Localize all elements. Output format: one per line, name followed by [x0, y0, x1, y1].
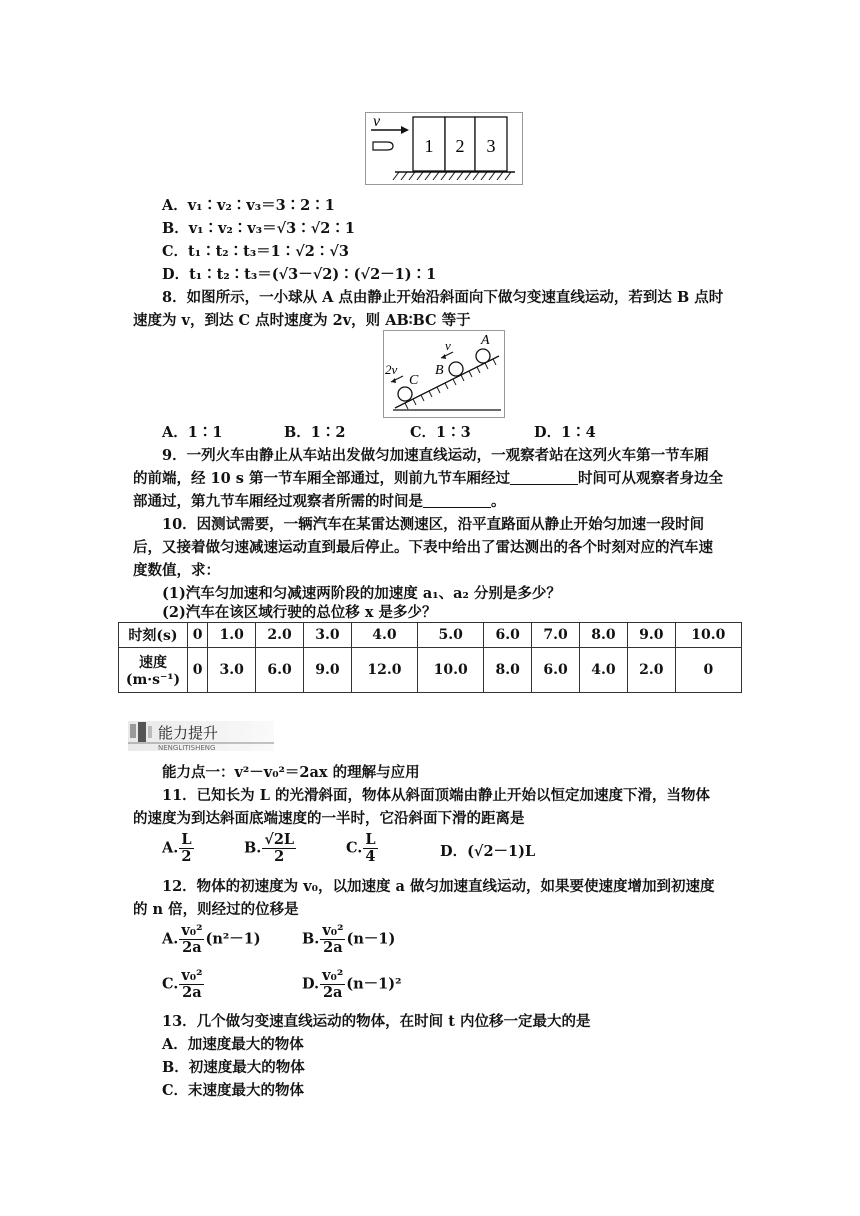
- table-cell-speed: 0: [675, 648, 741, 693]
- q12-option-c: C. $\frac{\text{v₀²}}{2a}$: [162, 967, 203, 1001]
- table-cell-speed: 10.0: [418, 648, 484, 693]
- section-banner: [128, 721, 274, 751]
- table-cell-speed: 2.0: [627, 648, 675, 693]
- q11-line-2: 的速度为到达斜面底端速度的一半时，它沿斜面下滑的距离是: [133, 810, 525, 827]
- v-label: v: [445, 338, 451, 353]
- table-cell-time: 4.0: [351, 623, 417, 648]
- q13-option-a: A．加速度最大的物体: [162, 1036, 304, 1053]
- q13-line-1: 13．几个做匀变速直线运动的物体，在时间 t 内位移一定最大的是: [162, 1013, 591, 1030]
- table-cell-time: 2.0: [256, 623, 304, 648]
- q11-options: [162, 832, 772, 872]
- table-cell-time: 6.0: [484, 623, 532, 648]
- table-cell-time: 8.0: [580, 623, 628, 648]
- table-cell-speed: 6.0: [256, 648, 304, 693]
- speed-table: [118, 622, 742, 693]
- answer-blank-1: [510, 470, 578, 485]
- q10-sub-1: (1)汽车匀加速和匀减速两阶段的加速度 a₁、a₂ 分别是多少？: [162, 585, 561, 602]
- q13-option-b: B．初速度最大的物体: [162, 1059, 305, 1076]
- table-cell-time: 5.0: [418, 623, 484, 648]
- table-cell-time: 7.0: [532, 623, 580, 648]
- q7-option-c: C．t₁∶t₂∶t₃＝1∶√2∶√3: [162, 243, 350, 260]
- q12-options-row-1: [162, 923, 772, 963]
- q11-line-1: 11．已知长为 L 的光滑斜面，物体从斜面顶端由静止开始以恒定加速度下滑，当物体: [162, 787, 710, 804]
- point-a-label: A: [481, 333, 490, 348]
- q12-line-2: 的 n 倍，则经过的位移是: [133, 901, 299, 918]
- table-cell-speed: 9.0: [303, 648, 351, 693]
- q10-sub-2: (2)汽车在该区域行驶的总位移 x 是多少？: [162, 604, 437, 621]
- blocks-figure: [365, 112, 523, 186]
- q8-line-2: 速度为 v，到达 C 点时速度为 2v，则 AB∶BC 等于: [133, 312, 471, 329]
- q9-line-1: 9．一列火车由静止从车站出发做匀加速直线运动，一观察者站在这列火车第一节车厢: [162, 447, 709, 464]
- q12-line-1: 12．物体的初速度为 v₀，以加速度 a 做匀加速直线运动，如果要使速度增加到初速度: [162, 878, 715, 895]
- table-cell-time: 0: [188, 623, 208, 648]
- q11-option-c: C. $\frac{L}{4}$: [346, 831, 376, 865]
- q8-option-d: D．1∶4: [534, 424, 596, 441]
- q7-option-a: A．v₁∶v₂∶v₃＝3∶2∶1: [162, 197, 335, 214]
- table-row: [119, 648, 742, 693]
- q12-option-d: D. $\frac{\text{v₀²}}{2a}$ (n－1)²: [302, 967, 402, 1001]
- table-cell-time: 1.0: [208, 623, 256, 648]
- table-cell-speed: 8.0: [484, 648, 532, 693]
- banner-pinyin: NENGLITISHENG: [158, 744, 216, 751]
- table-cell-time: 9.0: [627, 623, 675, 648]
- table-cell-speed: 12.0: [351, 648, 417, 693]
- table-cell-time: 3.0: [303, 623, 351, 648]
- table-row: [119, 623, 742, 648]
- q8-option-a: A．1∶1: [162, 424, 223, 441]
- q12-option-a: A. $\frac{\text{v₀²}}{2a}$ (n²－1): [162, 922, 261, 956]
- q12-option-b: B. $\frac{\text{v₀²}}{2a}$ (n－1): [302, 922, 396, 956]
- q11-option-d: D．(√2－1)L: [440, 843, 536, 860]
- q13-option-c: C．末速度最大的物体: [162, 1082, 305, 1099]
- velocity-label: v: [373, 113, 381, 130]
- answer-blank-2: [423, 493, 491, 508]
- q10-line-2: 后，又接着做匀速减速运动直到最后停止。下表中给出了雷达测出的各个时刻对应的汽车速: [133, 539, 713, 556]
- block-1-label: 1: [424, 136, 434, 156]
- q11-option-b: B. $\frac{√2L}{2}$: [244, 831, 295, 865]
- table-cell-speed: 3.0: [208, 648, 256, 693]
- q8-line-1: 8．如图所示，一小球从 A 点由静止开始沿斜面向下做匀变速直线运动，若到达 B 点时: [162, 289, 724, 306]
- 2v-label: 2v: [385, 362, 398, 377]
- q7-option-b: B．v₁∶v₂∶v₃＝√3∶√2∶1: [162, 220, 355, 237]
- table-cell-speed: 6.0: [532, 648, 580, 693]
- q9-line-3: 部通过，第九节车厢经过观察者所需的时间是 。: [133, 493, 506, 510]
- banner-title: 能力提升: [158, 724, 219, 742]
- table-cell-speed: 0: [188, 648, 208, 693]
- block-3-label: 3: [486, 136, 496, 156]
- q9-line-2: 的前端，经 10 s 第一节车厢全部通过，则前九节车厢经过 时间可从观察者身边全: [133, 470, 723, 487]
- incline-figure: [383, 330, 505, 418]
- point-b-label: B: [435, 363, 444, 378]
- q10-line-1: 10．因测试需要，一辆汽车在某雷达测速区，沿平直路面从静止开始匀加速一段时间: [162, 516, 705, 533]
- point-c-label: C: [409, 373, 419, 388]
- q8-option-b: B．1∶2: [284, 424, 346, 441]
- block-2-label: 2: [455, 136, 465, 156]
- table-header-time: 时刻(s): [119, 623, 188, 648]
- q12-options-row-2: [162, 968, 772, 1008]
- q10-line-3: 度数值，求：: [133, 562, 220, 579]
- point-1-heading: 能力点一：v²－v₀²＝2ax 的理解与应用: [162, 764, 420, 781]
- q8-option-c: C．1∶3: [410, 424, 471, 441]
- table-header-speed: 速度 (m·s⁻¹): [119, 648, 188, 693]
- table-cell-speed: 4.0: [580, 648, 628, 693]
- q7-option-d: D．t₁∶t₂∶t₃＝(√3－√2)∶(√2－1)∶1: [162, 266, 437, 283]
- table-cell-time: 10.0: [675, 623, 741, 648]
- q11-option-a: A. $\frac{L}{2}$: [162, 831, 192, 865]
